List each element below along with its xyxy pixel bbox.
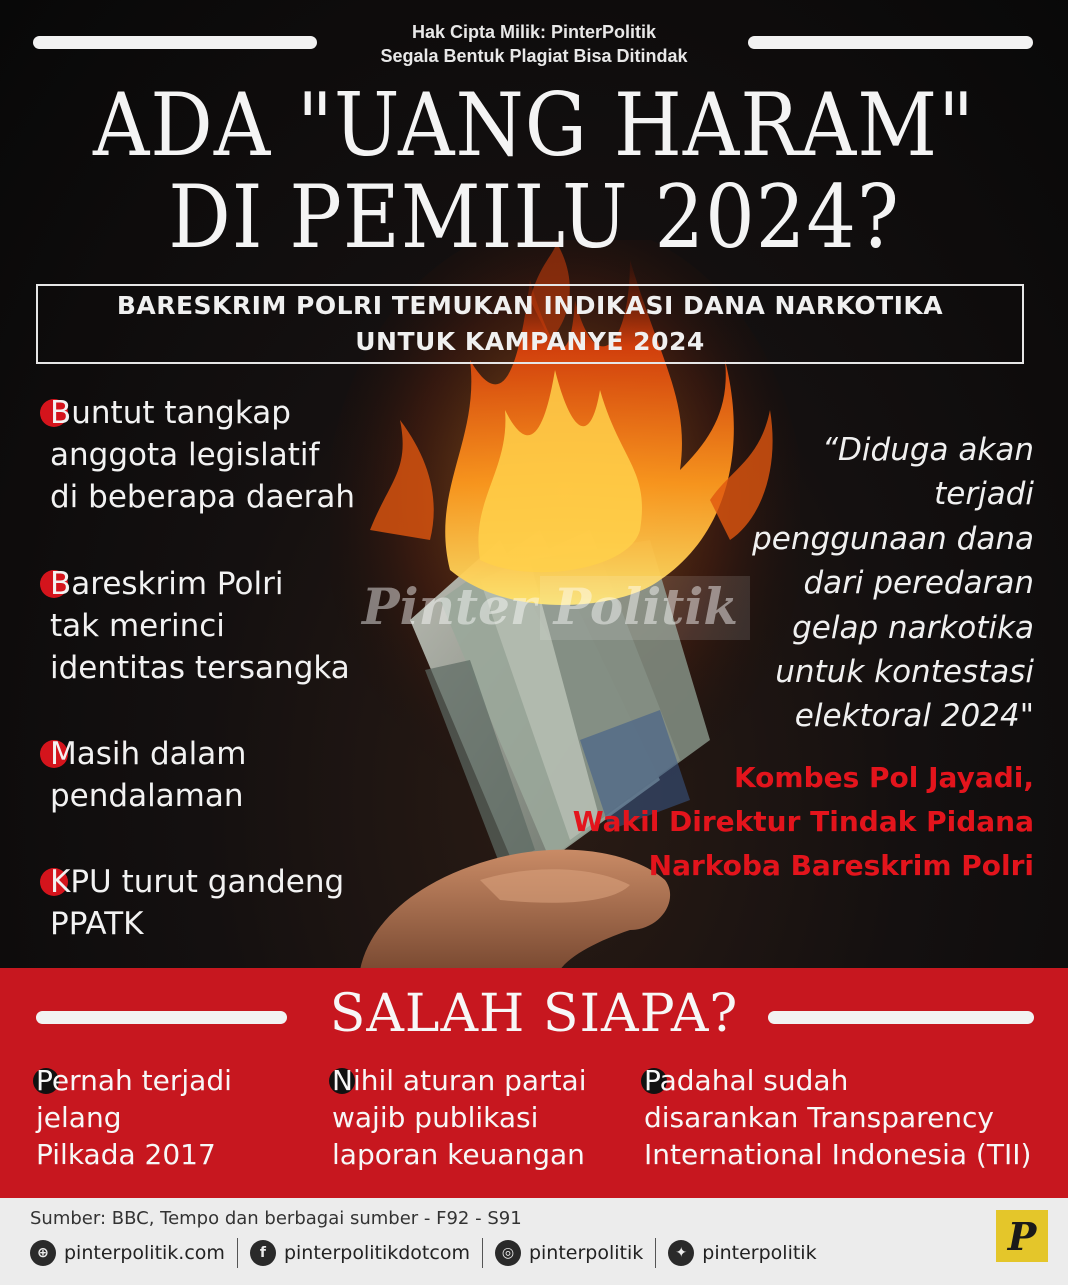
bullet-text: KPU turut gandeng: [50, 864, 345, 900]
column-text: International Indonesia (TII): [644, 1138, 1032, 1171]
headline-line-1: ADA "UANG HARAM": [92, 75, 976, 177]
watermark-text: Pinter Politik: [362, 577, 738, 636]
facebook-icon: f: [250, 1240, 276, 1266]
social-website[interactable]: [30, 1238, 225, 1268]
subtitle-box: [36, 284, 1024, 364]
quote-line: untuk kontestasi: [775, 654, 1034, 691]
quote-line: dari peredaran: [803, 565, 1034, 602]
quote-attribution: [474, 756, 1034, 888]
quote-line: penggunaan dana: [752, 520, 1034, 557]
column-text: Nihil aturan partai: [332, 1064, 587, 1097]
column-text: wajib publikasi: [332, 1101, 539, 1134]
bullet-text: di beberapa daerah: [50, 479, 356, 515]
social-twitter[interactable]: [668, 1238, 816, 1268]
pinterpolitik-logo: P: [996, 1210, 1048, 1262]
bullet-item: [40, 861, 400, 945]
bullet-item: [40, 733, 400, 817]
bullet-item: [40, 563, 400, 689]
copyright-line-2: Segala Bentuk Plagiat Bisa Ditindak: [380, 46, 688, 66]
bullet-item: [40, 392, 400, 518]
footer: [0, 1198, 1068, 1285]
divider: [655, 1238, 656, 1268]
section-column: [332, 1062, 622, 1173]
section-title: SALAH SIAPA?: [329, 984, 739, 1044]
quote-block: [674, 428, 1034, 739]
copyright-line-1: Hak Cipta Milik: PinterPolitik: [411, 22, 657, 42]
social-facebook[interactable]: [250, 1238, 470, 1268]
subtitle-line-1: BARESKRIM POLRI TEMUKAN INDIKASI DANA NARKOTIKA: [116, 291, 944, 320]
social-label: pinterpolitik: [528, 1242, 644, 1264]
column-text: disarankan Transparency: [644, 1101, 994, 1134]
social-instagram[interactable]: [495, 1238, 643, 1268]
bullet-text: identitas tersangka: [50, 650, 350, 686]
bullet-text: Bareskrim Polri: [50, 566, 284, 602]
divider: [237, 1238, 238, 1268]
quote-line: “Diduga akan: [822, 432, 1034, 468]
quote-line: gelap narkotika: [792, 609, 1034, 646]
bullet-text: pendalaman: [50, 778, 244, 814]
section-column: [644, 1062, 1054, 1173]
column-text: Padahal sudah: [644, 1064, 849, 1097]
social-label: pinterpolitik.com: [64, 1242, 225, 1264]
subtitle-line-2: UNTUK KAMPANYE 2024: [355, 327, 705, 356]
social-label: pinterpolitik: [702, 1242, 817, 1264]
source-credit: Sumber: BBC, Tempo dan berbagai sumber - F92 - S91: [30, 1208, 522, 1229]
bullet-text: Buntut tangkap: [50, 395, 291, 431]
column-text: Pernah terjadi: [36, 1064, 232, 1097]
section-column: [36, 1062, 306, 1173]
social-links: [30, 1238, 817, 1268]
attribution-line: Wakil Direktur Tindak Pidana: [572, 805, 1034, 838]
bullet-text: anggota legislatif: [50, 437, 320, 473]
headline-line-2: DI PEMILU 2024?: [168, 167, 900, 269]
column-text: Pilkada 2017: [36, 1138, 216, 1171]
column-text: jelang: [36, 1101, 122, 1134]
globe-icon: ⊕: [30, 1240, 56, 1266]
bullet-text: Masih dalam: [50, 736, 247, 772]
quote-line: elektoral 2024": [794, 698, 1034, 735]
instagram-icon: ◎: [495, 1240, 521, 1266]
attribution-line: Narkoba Bareskrim Polri: [648, 849, 1034, 882]
column-text: laporan keuangan: [332, 1138, 585, 1171]
quote-line: terjadi: [934, 476, 1034, 513]
twitter-icon: ✦: [668, 1240, 694, 1266]
divider: [482, 1238, 483, 1268]
copyright-notice: [0, 20, 1068, 68]
social-label: pinterpolitikdotcom: [283, 1242, 470, 1264]
attribution-line: Kombes Pol Jayadi,: [733, 761, 1034, 794]
bullet-text: PPATK: [50, 906, 144, 942]
red-section: [0, 968, 1068, 1198]
bullet-text: tak merinci: [50, 608, 225, 644]
